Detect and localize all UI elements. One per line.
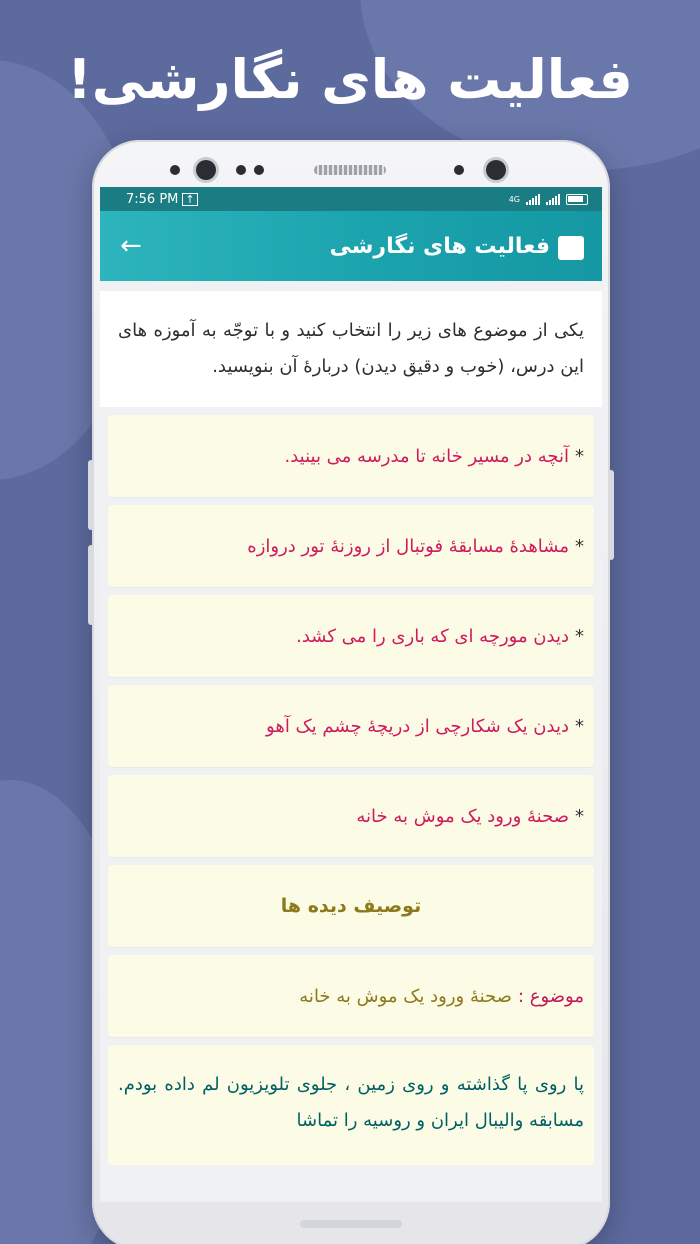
phone-screen [100, 187, 602, 1202]
topic-text: دیدن مورچه ای که باری را می کشد. [296, 625, 569, 647]
sensor-dot [236, 165, 246, 175]
app-bar-title-group [330, 234, 584, 259]
app-bar-title: فعالیت های نگارشی [329, 233, 550, 259]
front-camera-lens [486, 160, 506, 180]
status-time: 7:56 PM [126, 191, 179, 207]
content-scroll[interactable] [100, 281, 602, 1202]
bullet-star: * [575, 445, 584, 467]
bullet-star: * [575, 805, 584, 827]
topic-value: صحنهٔ ورود یک موش به خانه [299, 985, 512, 1007]
arrow-left-icon[interactable]: ← [120, 231, 142, 261]
topic-item [108, 685, 594, 767]
promo-title: فعالیت های نگارشی! [67, 48, 633, 111]
app-bar [100, 211, 602, 281]
essay-body: پا روی پا گذاشته و روی زمین ، جلوی تلویزیون لم داده بودم. مسابقه والیبال ایران و روسیه را تماشا [108, 1045, 594, 1165]
status-right [509, 194, 588, 205]
topic-label: موضوع : [517, 985, 584, 1007]
bullet-star: * [575, 625, 584, 647]
section-heading: توصیف دیده ها [108, 865, 594, 947]
intro-text: یکی از موضوع های زیر را انتخاب کنید و با توجّه به آموزه های این درس، (خوب و دقیق دیدن) دربارهٔ آن بنویسید. [100, 291, 602, 407]
power-button [608, 470, 614, 560]
signal-icon [526, 194, 540, 205]
signal-icon [546, 194, 560, 205]
topic-text: آنچه در مسیر خانه تا مدرسه می بینید. [284, 445, 569, 467]
phone-frame [92, 140, 610, 1244]
front-camera-lens [196, 160, 216, 180]
sensor-dot [170, 165, 180, 175]
open-book-icon [558, 236, 584, 256]
topic-text: دیدن یک شکارچی از دریچهٔ چشم یک آهو [266, 715, 569, 737]
sensor-dot [454, 165, 464, 175]
bullet-star: * [575, 715, 584, 737]
earpiece-speaker [314, 165, 386, 175]
topic-text: صحنهٔ ورود یک موش به خانه [356, 805, 569, 827]
sensor-dot [254, 165, 264, 175]
network-label: 4G [508, 194, 520, 204]
battery-icon [566, 194, 588, 205]
status-left [126, 192, 198, 207]
topic-item [108, 505, 594, 587]
upload-icon: ↑ [182, 193, 197, 206]
topic-item [108, 415, 594, 497]
topic-text: مشاهدهٔ مسابقهٔ فوتبال از روزنهٔ تور دروازه [247, 535, 569, 557]
bullet-star: * [575, 535, 584, 557]
status-bar [100, 187, 602, 211]
topic-line [108, 955, 594, 1037]
home-indicator [300, 1220, 402, 1228]
topic-item [108, 595, 594, 677]
volume-button [88, 460, 94, 530]
phone-sensors [92, 158, 610, 182]
side-button [88, 545, 94, 625]
topic-item [108, 775, 594, 857]
